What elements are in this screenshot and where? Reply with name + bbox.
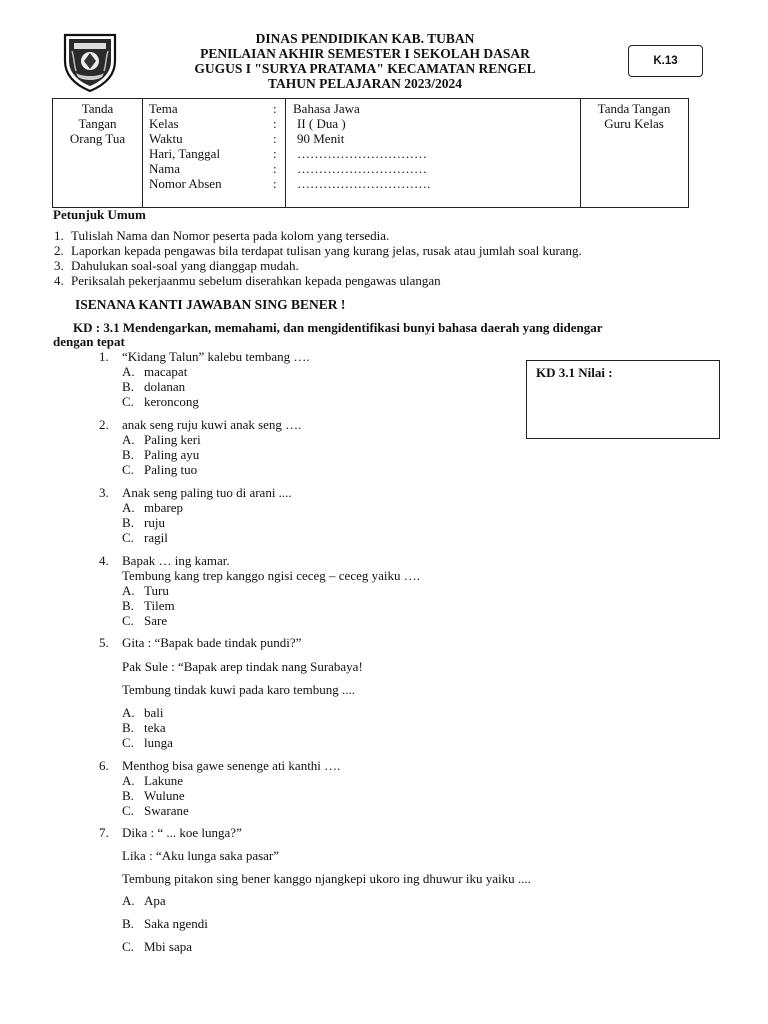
option-text[interactable]: Apa xyxy=(144,893,166,908)
question-text: anak seng ruju kuwi anak seng …. xyxy=(122,417,302,432)
option-text[interactable]: Paling tuo xyxy=(144,462,198,477)
option-key: A. xyxy=(122,893,135,908)
instruction-num: 4. xyxy=(54,273,64,288)
option-key: A. xyxy=(122,583,135,598)
question-text: Tembung pitakon sing bener kanggo njangkepi ukoro ing dhuwur iku yaiku .... xyxy=(122,871,531,886)
question-text: Tembung tindak kuwi pada karo tembung .... xyxy=(122,682,356,697)
option-text[interactable]: Paling ayu xyxy=(144,447,200,462)
kd-score-box[interactable] xyxy=(526,360,720,439)
header-agency: DINAS PENDIDIKAN KAB. TUBAN xyxy=(255,31,475,46)
class-value: II ( Dua ) xyxy=(297,116,346,131)
option-text[interactable]: dolanan xyxy=(144,379,186,394)
option-text[interactable]: Turu xyxy=(144,583,169,598)
option-key: B. xyxy=(122,379,134,394)
question-text: Pak Sule : “Bapak arep tindak nang Surabaya! xyxy=(122,659,363,674)
question-number: 6. xyxy=(99,758,109,773)
question-text: Lika : “Aku lunga saka pasar” xyxy=(122,848,280,863)
question-text: Anak seng paling tuo di arani .... xyxy=(122,485,292,500)
option-text[interactable]: ragil xyxy=(144,530,168,545)
instruction-num: 3. xyxy=(54,258,64,273)
option-key: B. xyxy=(122,720,134,735)
option-text[interactable]: Saka ngendi xyxy=(144,916,208,931)
time-value: 90 Menit xyxy=(297,131,345,146)
option-key: C. xyxy=(122,530,134,545)
question-text: Bapak … ing kamar. xyxy=(122,553,230,568)
instruction-item: Laporkan kepada pengawas bila terdapat tulisan yang kurang jelas, rusak atau jumlah soal kurang. xyxy=(71,243,582,258)
question-text: “Kidang Talun” kalebu tembang …. xyxy=(122,349,310,364)
option-key: C. xyxy=(122,803,134,818)
option-key: A. xyxy=(122,364,135,379)
kd-heading-line2: dengan tepat xyxy=(53,334,125,349)
option-text[interactable]: bali xyxy=(144,705,164,720)
option-text[interactable]: Mbi sapa xyxy=(144,939,193,954)
instruction-item: Tulislah Nama dan Nomor peserta pada kolom yang tersedia. xyxy=(71,228,390,243)
field-labels: Tema Kelas Waktu Hari, Tanggal Nama Nomor Absen xyxy=(149,101,222,191)
instructions-title: Petunjuk Umum xyxy=(53,207,146,222)
question-number: 5. xyxy=(99,635,109,650)
option-key: A. xyxy=(122,705,135,720)
question-number: 2. xyxy=(99,417,109,432)
section-title: ISENANA KANTI JAWABAN SING BENER ! xyxy=(75,297,346,312)
option-key: A. xyxy=(122,432,135,447)
option-key: B. xyxy=(122,598,134,613)
header-cluster: GUGUS I "SURYA PRATAMA" KECAMATAN RENGEL xyxy=(194,61,536,76)
instruction-num: 2. xyxy=(54,243,64,258)
header-school-year: TAHUN PELAJARAN 2023/2024 xyxy=(267,76,462,91)
option-key: C. xyxy=(122,462,134,477)
header-exam-title: PENILAIAN AKHIR SEMESTER I SEKOLAH DASAR xyxy=(200,46,530,61)
option-text[interactable]: Swarane xyxy=(144,803,189,818)
field-colons: : : : : : : xyxy=(273,101,277,191)
question-number: 7. xyxy=(99,825,109,840)
field-values xyxy=(293,101,430,191)
absence-number-field[interactable]: …………………………. xyxy=(297,176,431,191)
question-text: Menthog bisa gawe senenge ati kanthi …. xyxy=(122,758,341,773)
option-key: B. xyxy=(122,788,134,803)
instruction-item: Periksalah pekerjaanmu sebelum diserahkan kepada pengawas ulangan xyxy=(71,273,441,288)
kd-heading-line1: KD : 3.1 Mendengarkan, memahami, dan mengidentifikasi bunyi bahasa daerah yang didengar xyxy=(73,320,603,335)
option-text[interactable]: ruju xyxy=(144,515,165,530)
kd-score-label: KD 3.1 Nilai : xyxy=(536,365,613,380)
instruction-num: 1. xyxy=(54,228,64,243)
student-info-table xyxy=(52,98,689,208)
regency-crest-icon xyxy=(62,31,118,93)
option-key: C. xyxy=(122,394,134,409)
option-key: B. xyxy=(122,447,134,462)
question-number: 3. xyxy=(99,485,109,500)
option-text[interactable]: teka xyxy=(144,720,166,735)
name-field[interactable]: ………………………… xyxy=(297,161,427,176)
option-key: B. xyxy=(122,515,134,530)
question-text: Tembung kang trep kanggo ngisi ceceg – ceceg yaiku …. xyxy=(122,568,420,583)
option-text[interactable]: Paling keri xyxy=(144,432,201,447)
option-key: C. xyxy=(122,939,134,954)
teacher-signature-cell: Tanda Tangan Guru Kelas xyxy=(597,101,671,131)
date-field[interactable]: ………………………… xyxy=(297,146,427,161)
option-text[interactable]: mbarep xyxy=(144,500,183,515)
option-text[interactable]: lunga xyxy=(144,735,173,750)
option-text[interactable]: Lakune xyxy=(144,773,183,788)
subject-value: Bahasa Jawa xyxy=(293,101,360,116)
option-text[interactable]: macapat xyxy=(144,364,188,379)
option-key: B. xyxy=(122,916,134,931)
question-number: 4. xyxy=(99,553,109,568)
instruction-item: Dahulukan soal-soal yang dianggap mudah. xyxy=(71,258,299,273)
option-text[interactable]: Tilem xyxy=(144,598,175,613)
option-key: A. xyxy=(122,500,135,515)
question-text: Dika : “ ... koe lunga?” xyxy=(122,825,242,840)
parent-signature-cell: Tanda Tangan Orang Tua xyxy=(69,101,126,146)
option-key: C. xyxy=(122,735,134,750)
option-text[interactable]: Sare xyxy=(144,613,168,628)
question-text: Gita : “Bapak bade tindak pundi?” xyxy=(122,635,302,650)
question-number: 1. xyxy=(99,349,109,364)
option-text[interactable]: Wulune xyxy=(144,788,185,803)
option-key: C. xyxy=(122,613,134,628)
curriculum-code-badge: K.13 xyxy=(628,45,703,77)
option-text[interactable]: keroncong xyxy=(144,394,199,409)
option-key: A. xyxy=(122,773,135,788)
